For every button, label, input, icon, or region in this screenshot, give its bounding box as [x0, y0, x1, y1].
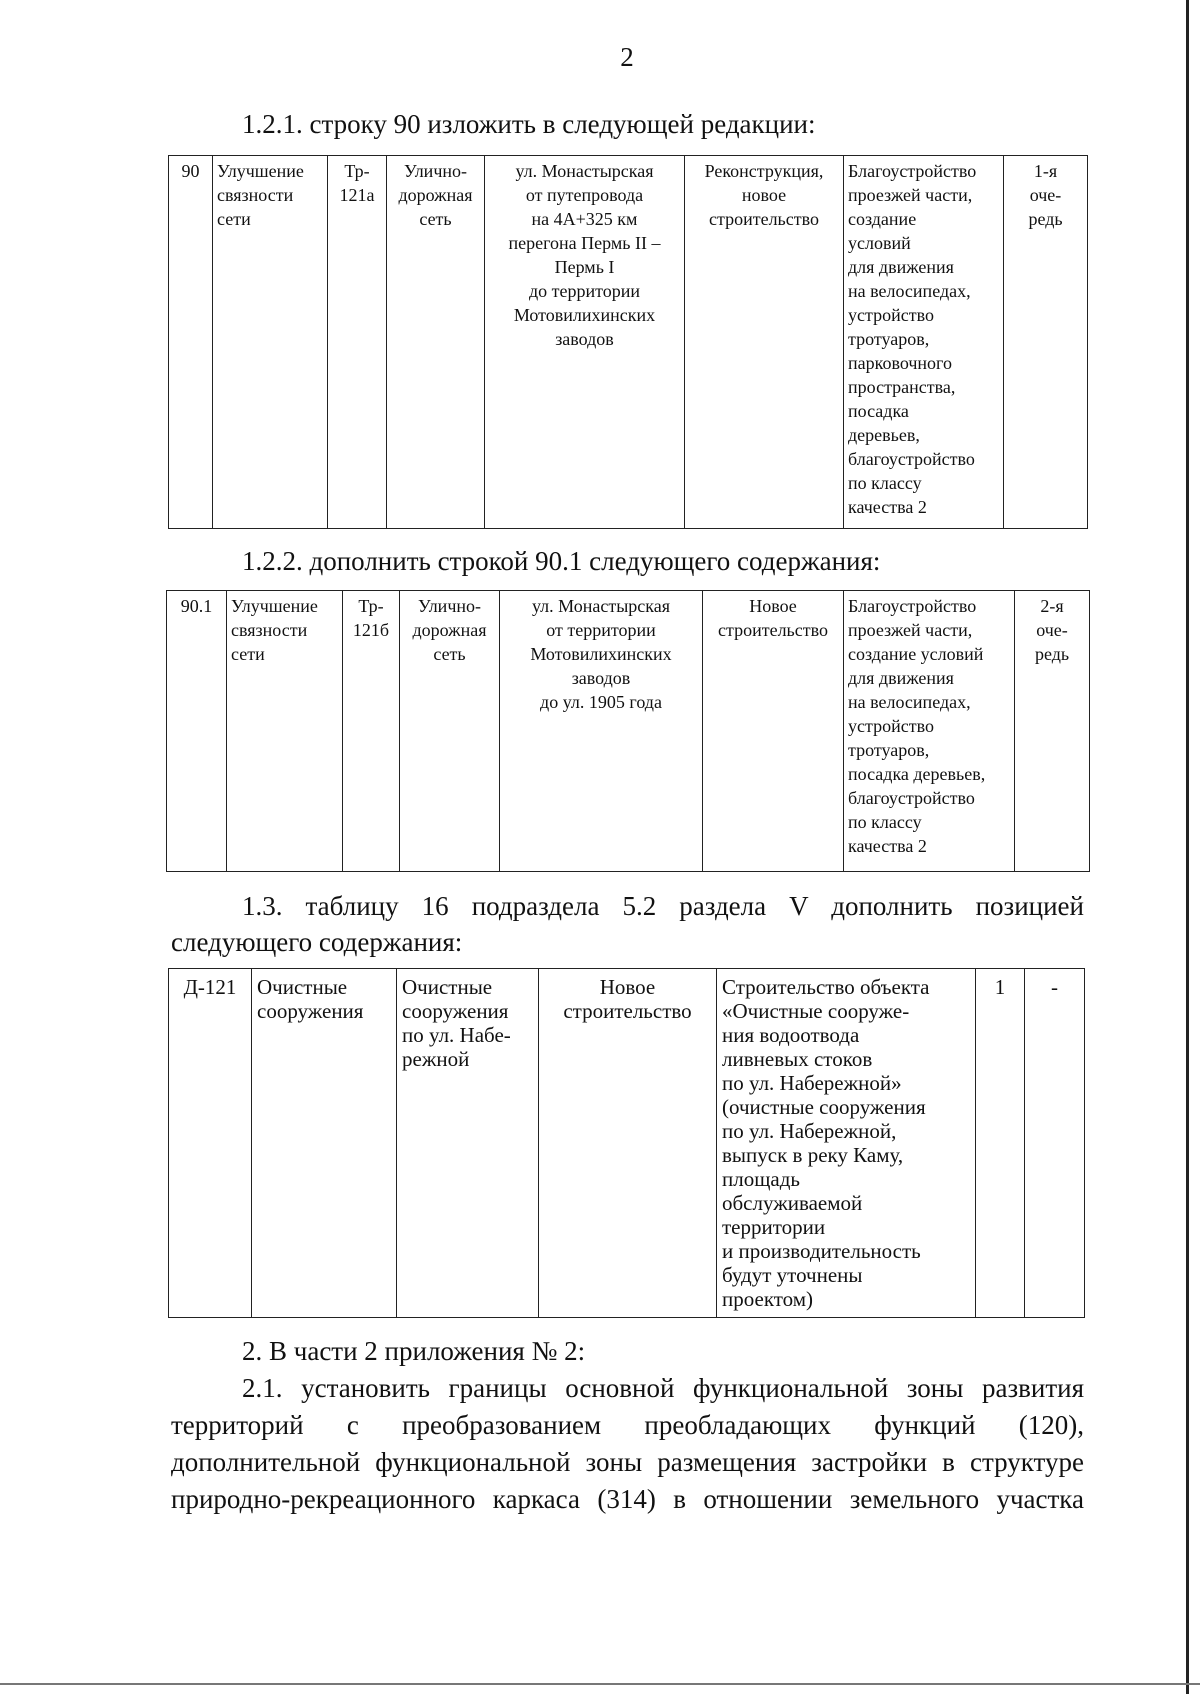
network-type-cell: Улично- дорожная сеть: [400, 591, 500, 872]
location-cell: ул. Монастырская от территории Мотовилихинских заводов до ул. 1905 года: [500, 591, 703, 872]
code-cell: Тр- 121а: [328, 156, 387, 529]
item-1-2-2: 1.2.2. дополнить строкой 90.1 следующего содержания:: [242, 546, 881, 576]
measure-cell: Улучшение связности сети: [213, 156, 328, 529]
location-cell: ул. Монастырская от путепровода на 4А+325 км перегона Пермь II – Пермь I до территории Мотовилихинских заводов: [485, 156, 685, 529]
measure-cell: Улучшение связности сети: [227, 591, 343, 872]
table-row-90: [168, 155, 1088, 529]
stage-cell: 1: [976, 969, 1025, 1318]
item-1-3-line-1: 1.3. таблицу 16 подраздела 5.2 раздела V дополнить позицией: [242, 891, 1084, 921]
row-number: 90: [169, 156, 213, 529]
page-number: 2: [620, 42, 634, 72]
item-2-1-line-1: 2.1. установить границы основной функциональной зоны развития: [242, 1373, 1084, 1403]
item-2-1: [171, 1370, 1084, 1518]
network-type-cell: Улично- дорожная сеть: [387, 156, 485, 529]
item-2-1-line-2: территорий с преобразованием преобладающих функций (120),: [171, 1410, 1084, 1440]
stage-cell: 1-я оче- редь: [1004, 156, 1088, 529]
table-row: [167, 591, 1090, 872]
stage-cell: 2-я оче- редь: [1015, 591, 1090, 872]
description-cell: Благоустройство проезжей части, создание условий для движения на велосипедах, устройство тротуаров, парковочного пространства, посадка деревьев, благоустройство по классу качества 2: [844, 156, 1004, 529]
extra-cell: -: [1025, 969, 1085, 1318]
work-type-cell: Новое строительство: [539, 969, 717, 1318]
code-cell: Тр- 121б: [343, 591, 400, 872]
item-1-2-1: 1.2.1. строку 90 изложить в следующей редакции:: [242, 109, 816, 139]
item-2-1-line-3: дополнительной функциональной зоны размещения застройки в структуре: [171, 1447, 1084, 1477]
table-row-90-1: [166, 590, 1090, 872]
page-right-edge: [1186, 0, 1189, 1694]
item-1-3: [171, 888, 1084, 960]
description-cell: Благоустройство проезжей части, создание условий для движения на велосипедах, устройство тротуаров, посадка деревьев, благоустройство по классу качества 2: [844, 591, 1015, 872]
object-type-cell: Очистные сооружения: [252, 969, 397, 1318]
row-number: 90.1: [167, 591, 227, 872]
work-type-cell: Реконструкция, новое строительство: [685, 156, 844, 529]
item-2: 2. В части 2 приложения № 2:: [242, 1336, 586, 1366]
item-2-1-line-4: природно-рекреационного каркаса (314) в отношении земельного участка: [171, 1484, 1084, 1514]
object-name-cell: Очистные сооружения по ул. Набе- режной: [397, 969, 539, 1318]
table-row: [169, 156, 1088, 529]
description-cell: Строительство объекта «Очистные сооруже- ния водоотвода ливневых стоков по ул. Набережной» (очистные сооружения по ул. Набережной, выпуск в реку Каму, площадь обслуживаемой территории и производительность будут уточнены проектом): [717, 969, 976, 1318]
table-row: [169, 969, 1085, 1318]
page-bottom-edge: [0, 1683, 1200, 1685]
position-code-cell: Д-121: [169, 969, 252, 1318]
table-position-d121: [168, 968, 1085, 1318]
item-1-3-line-2: следующего содержания:: [171, 927, 463, 957]
work-type-cell: Новое строительство: [703, 591, 844, 872]
